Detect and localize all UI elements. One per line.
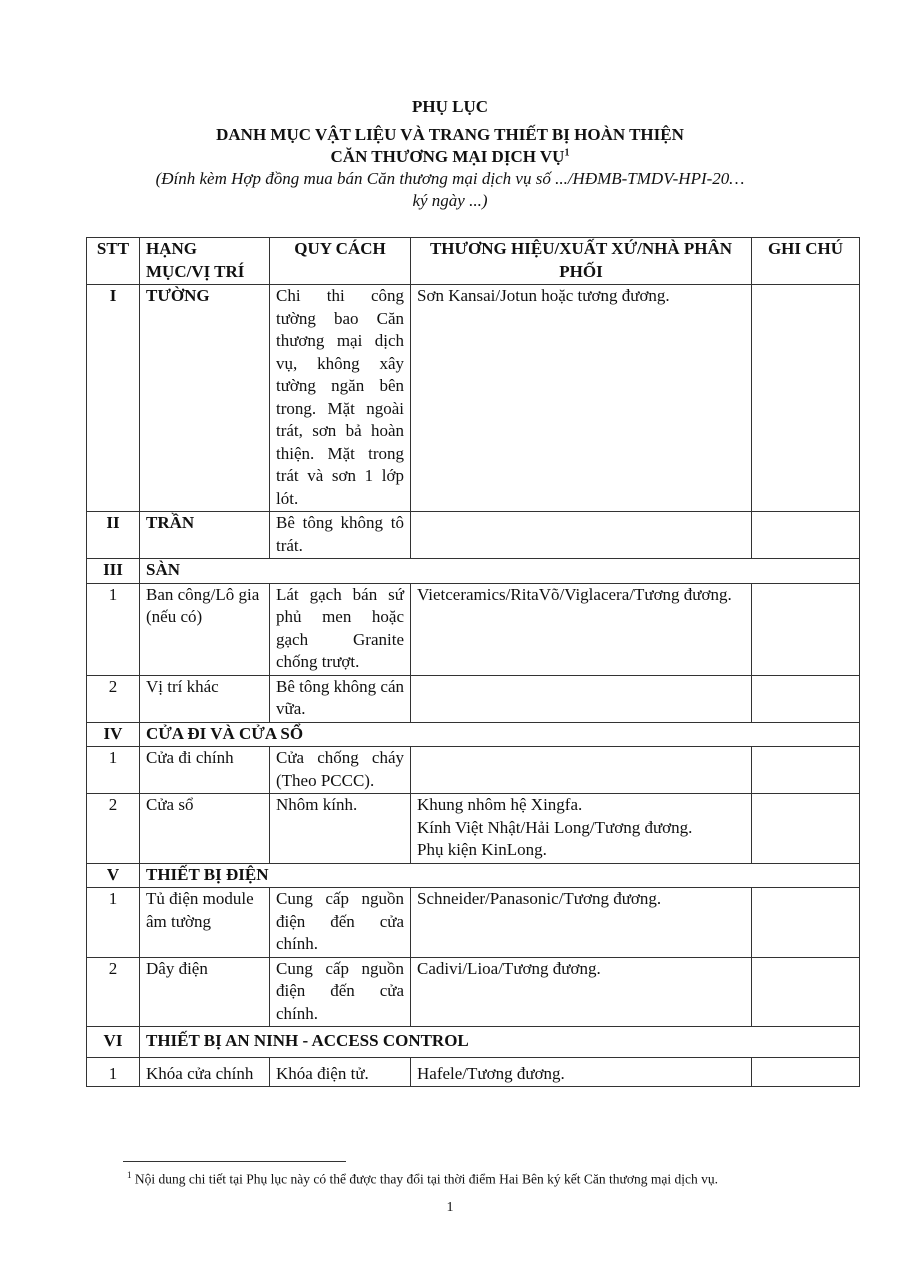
row-spec: Bê tông không cán vữa. — [270, 675, 411, 722]
section-row — [87, 863, 860, 888]
row-note — [752, 957, 860, 1027]
footnote — [127, 1170, 718, 1188]
row-category: TRẦN — [140, 512, 270, 559]
row-category: Tủ điện module âm tường — [140, 888, 270, 958]
section-row — [87, 722, 860, 747]
row-stt: I — [87, 285, 140, 512]
row-stt: 1 — [87, 747, 140, 794]
row-category: Vị trí khác — [140, 675, 270, 722]
table-row — [87, 747, 860, 794]
table-row — [87, 675, 860, 722]
row-stt: 2 — [87, 957, 140, 1027]
row-category: TƯỜNG — [140, 285, 270, 512]
row-stt: II — [87, 512, 140, 559]
row-spec: Cửa chống cháy (Theo PCCC). — [270, 747, 411, 794]
row-spec: Cung cấp nguồn điện đến cửa chính. — [270, 888, 411, 958]
row-stt: 1 — [87, 583, 140, 675]
row-brand: Vietceramics/RitaVõ/Viglacera/Tương đương. — [411, 583, 752, 675]
section-row — [87, 559, 860, 584]
section-stt: IV — [87, 722, 140, 747]
table-row — [87, 957, 860, 1027]
row-stt: 2 — [87, 675, 140, 722]
annex-title: PHỤ LỤC — [411, 97, 489, 116]
section-stt: III — [87, 559, 140, 584]
header-note: GHI CHÚ — [752, 238, 860, 285]
row-note — [752, 1057, 860, 1087]
materials-table — [86, 237, 860, 1087]
row-category: Khóa cửa chính — [140, 1057, 270, 1087]
table-row — [87, 512, 860, 559]
section-row — [87, 1027, 860, 1058]
row-spec: Bê tông không tô trát. — [270, 512, 411, 559]
footnote-divider — [123, 1161, 346, 1162]
attachment-note-line1: (Đính kèm Hợp đồng mua bán Căn thương mại dịch vụ số .../HĐMB-TMDV-HPI-20… — [155, 169, 745, 188]
row-category: Cửa sổ — [140, 794, 270, 864]
row-stt: 1 — [87, 1057, 140, 1087]
row-brand: Sơn Kansai/Jotun hoặc tương đương. — [411, 285, 752, 512]
document-header — [0, 96, 900, 212]
page-number: 1 — [446, 1200, 454, 1215]
row-brand — [411, 794, 752, 864]
footnote-mark: 1 — [127, 1170, 132, 1180]
brand-line: Khung nhôm hệ Xingfa. — [417, 795, 583, 814]
table-row — [87, 794, 860, 864]
section-title: CỬA ĐI VÀ CỬA SỔ — [140, 722, 860, 747]
table-row — [87, 285, 860, 512]
section-stt: V — [87, 863, 140, 888]
row-note — [752, 747, 860, 794]
row-brand: Cadivi/Lioa/Tương đương. — [411, 957, 752, 1027]
row-spec: Khóa điện tử. — [270, 1057, 411, 1087]
section-title: THIẾT BỊ ĐIỆN — [140, 863, 860, 888]
header-stt: STT — [87, 238, 140, 285]
header-brand: THƯƠNG HIỆU/XUẤT XỨ/NHÀ PHÂN PHỐI — [411, 238, 752, 285]
row-category: Ban công/Lô gia (nếu có) — [140, 583, 270, 675]
row-spec: Chi thi công tường bao Căn thương mại dịch vụ, không xây tường ngăn bên trong. Mặt ngoài trát, sơn bả hoàn thiện. Mặt trong trát và sơn 1 lớp lót. — [270, 285, 411, 512]
table-row — [87, 888, 860, 958]
row-brand — [411, 675, 752, 722]
row-note — [752, 675, 860, 722]
row-category: Cửa đi chính — [140, 747, 270, 794]
row-stt: 1 — [87, 888, 140, 958]
table-row — [87, 583, 860, 675]
row-spec: Lát gạch bán sứ phủ men hoặc gạch Granite chống trượt. — [270, 583, 411, 675]
row-note — [752, 794, 860, 864]
footnote-text: Nội dung chi tiết tại Phụ lục này có thể được thay đổi tại thời điểm Hai Bên ký kết Căn thương mại dịch vụ. — [134, 1171, 718, 1187]
annex-subtitle-line2 — [0, 146, 900, 168]
row-brand: Schneider/Panasonic/Tương đương. — [411, 888, 752, 958]
header-category: HẠNG MỤC/VỊ TRÍ — [140, 238, 270, 285]
header-spec: QUY CÁCH — [270, 238, 411, 285]
row-stt: 2 — [87, 794, 140, 864]
section-title: THIẾT BỊ AN NINH - ACCESS CONTROL — [140, 1027, 860, 1058]
row-note — [752, 512, 860, 559]
section-stt: VI — [87, 1027, 140, 1058]
attachment-note-line2: ký ngày ...) — [412, 191, 488, 210]
row-brand — [411, 747, 752, 794]
row-brand — [411, 512, 752, 559]
section-title: SÀN — [140, 559, 860, 584]
brand-line: Phụ kiện KinLong. — [417, 840, 547, 859]
row-note — [752, 583, 860, 675]
row-spec: Cung cấp nguồn điện đến cửa chính. — [270, 957, 411, 1027]
footnote-reference[interactable]: 1 — [564, 147, 570, 159]
row-note — [752, 888, 860, 958]
annex-subtitle-text: CĂN THƯƠNG MẠI DỊCH VỤ — [330, 147, 565, 166]
annex-subtitle-line1: DANH MỤC VẬT LIỆU VÀ TRANG THIẾT BỊ HOÀN THIỆN — [216, 125, 684, 144]
row-category: Dây điện — [140, 957, 270, 1027]
row-brand: Hafele/Tương đương. — [411, 1057, 752, 1087]
table-row — [87, 1057, 860, 1087]
table-header-row — [87, 238, 860, 285]
row-spec: Nhôm kính. — [270, 794, 411, 864]
row-note — [752, 285, 860, 512]
brand-line: Kính Việt Nhật/Hải Long/Tương đương. — [417, 817, 693, 837]
